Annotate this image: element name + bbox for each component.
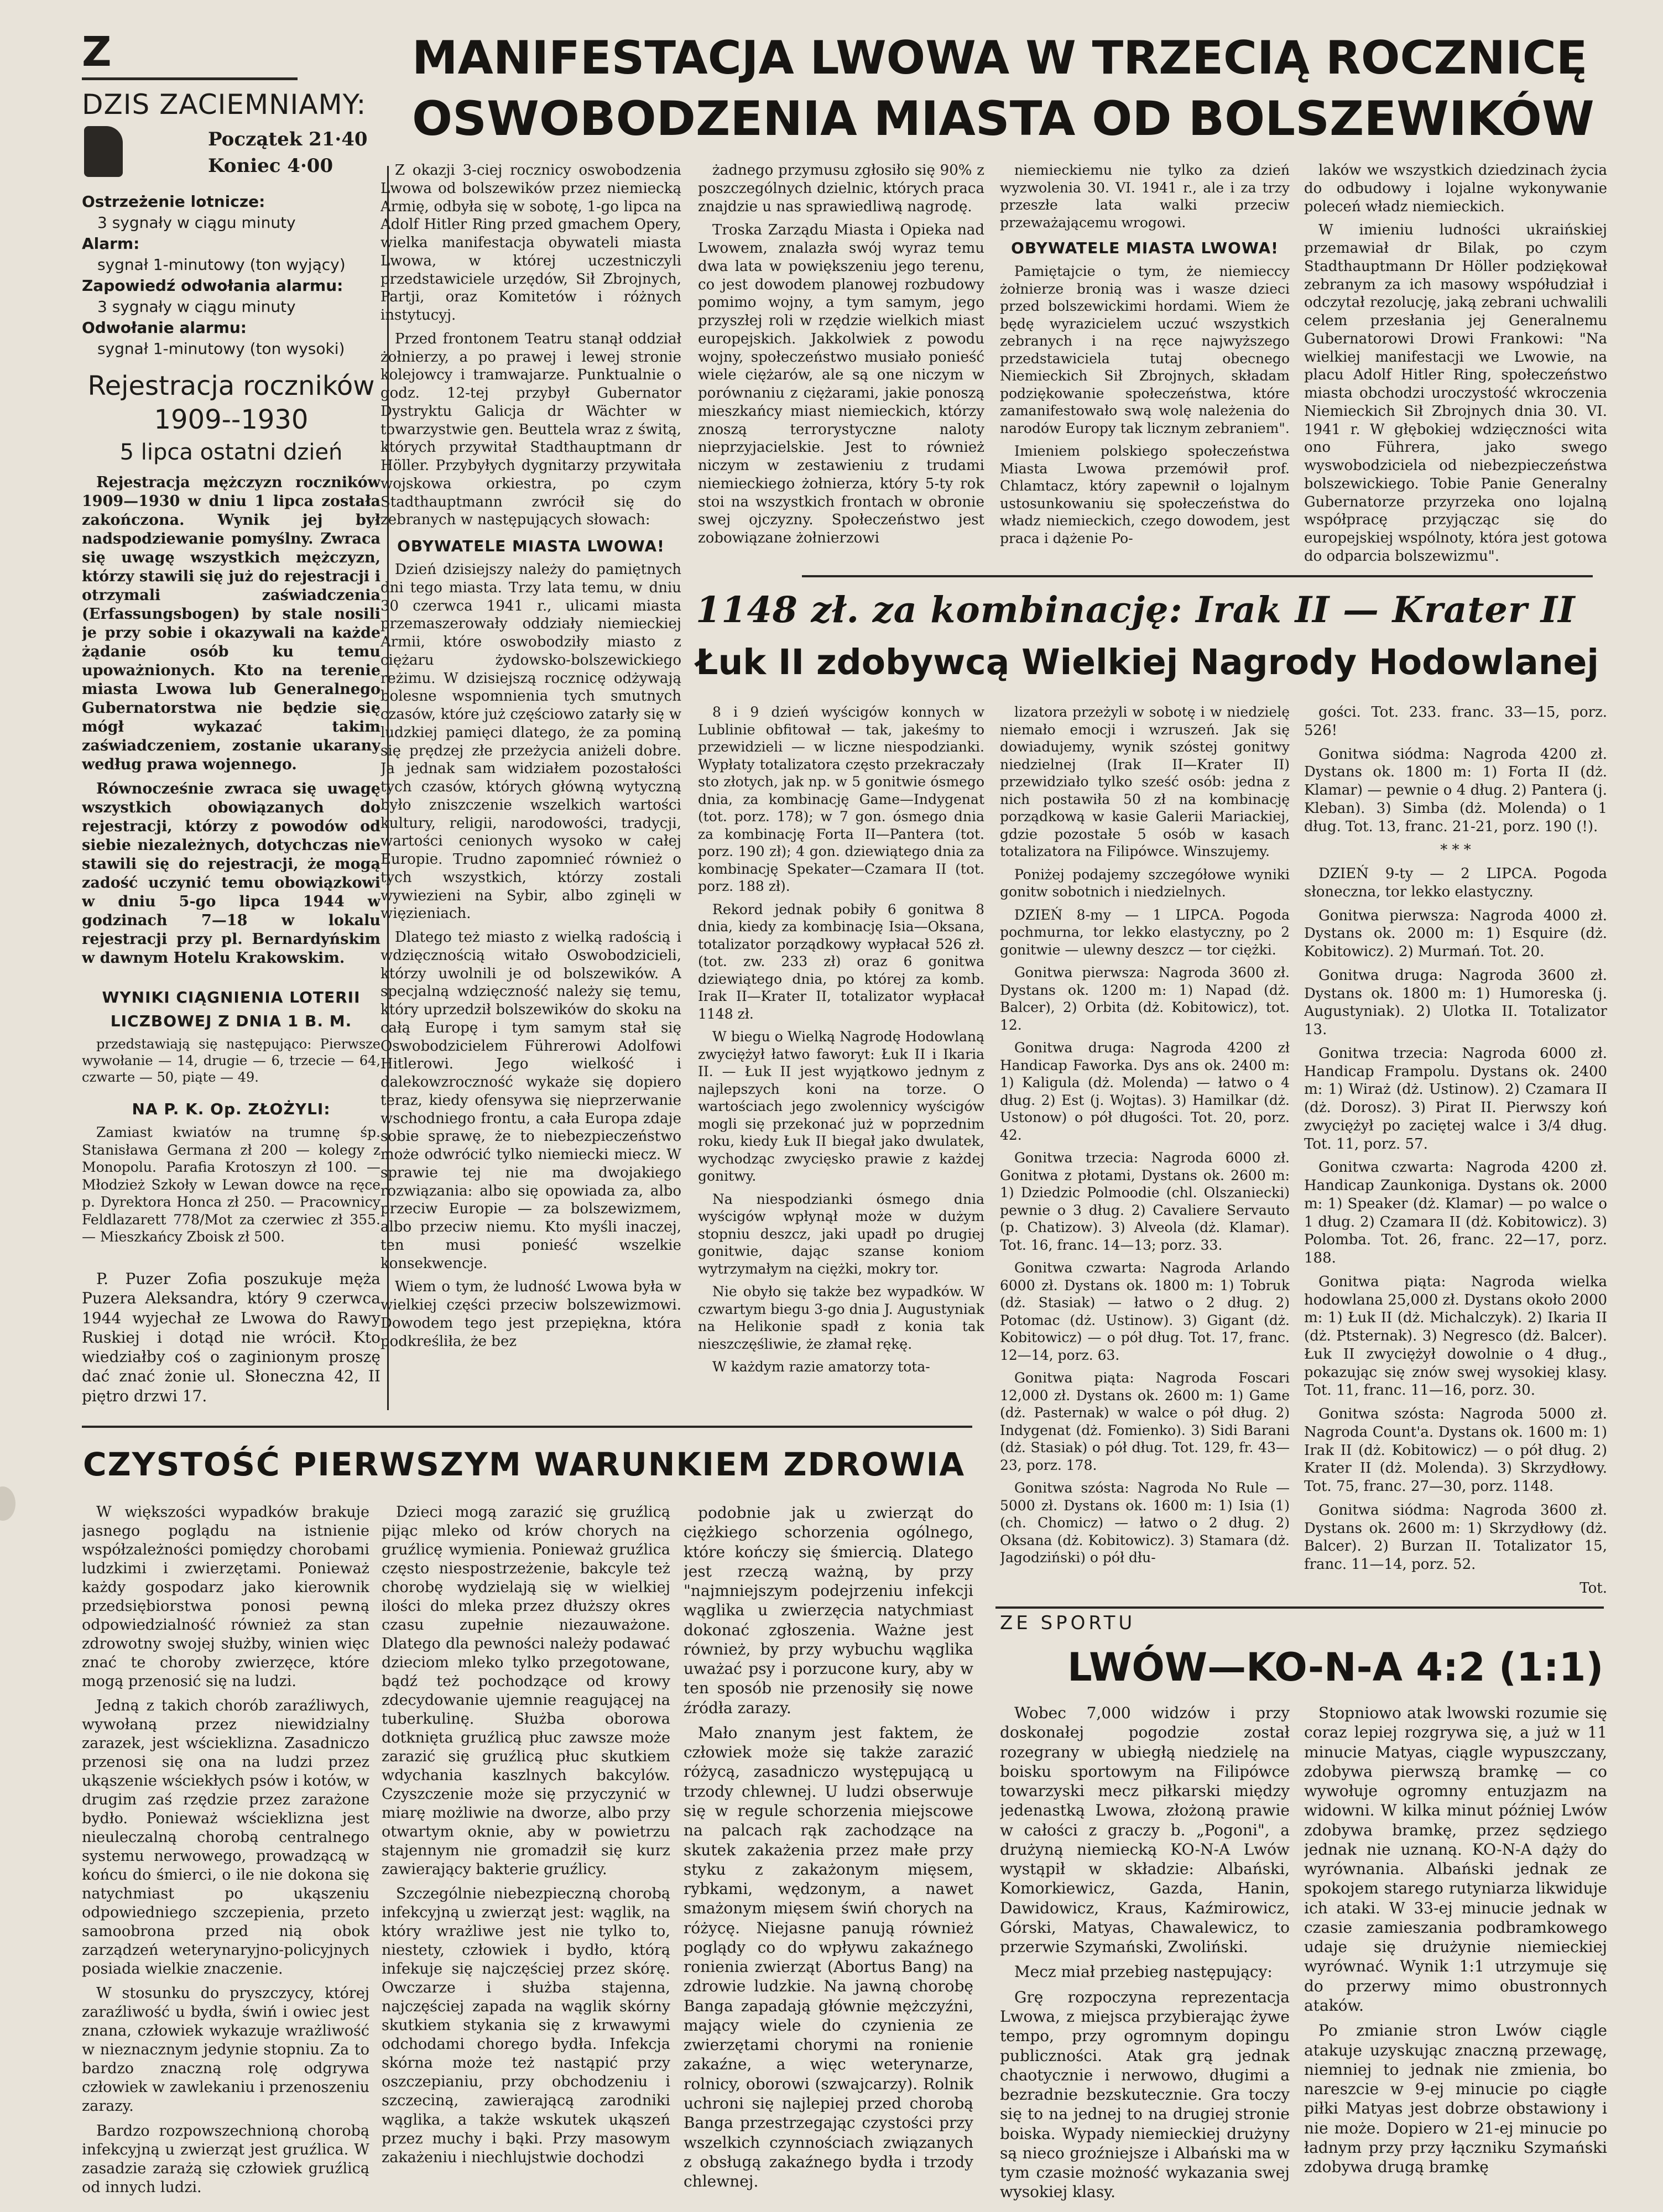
main-headline-line-2: OSWOBODZENIA MIASTA OD BOLSZEWIKÓW	[412, 91, 1594, 147]
main-headline-line-1: MANIFESTACJA LWOWA W TRZECIĄ ROCZNICĘ	[412, 31, 1588, 85]
race-col3-paragraph: * * *	[1440, 842, 1471, 859]
sport-col-2	[1304, 1703, 1607, 2206]
sport-col1-paragraph: Mecz miał przebieg następujący:	[1014, 1963, 1273, 1981]
race-col2-paragraph: Gonitwa piąta: Nagroda Foscari 12,000 zł. Dystans ok. 2600 m: 1) Game (dż. Pasternak) w walce o pół dług. 2) Indygenat (dż. Fomienko). 3) Sidi Barani (dż. Stasiak) o pół dług. Tot. 129, fr. 43—23, porz. 178.	[1000, 1370, 1290, 1473]
race-col1-paragraph: 8 i 9 dzień wyścigów konnych w Lublinie obfitował — tak, jakeśmy to przewidzieli — w liczne niespodzianki. Wypłaty totalizatora często przekraczały sto złotych, jak np. w 5 gonitwie ósmego dnia, za kombinację Game—Indygenat (tot. porz. 178); w 7 gon. ósmego dnia za kombinację Forta II—Pantera (tot. porz. 190 zł); 4 gon. dziewiątego dnia za kombinację Spekater—Czamara II (tot. porz. 188 zł).	[698, 704, 984, 894]
race-col3-paragraph: Gonitwa siódma: Nagroda 3600 zł. Dystans ok. 2600 m: 1) Skrzydłowy (dż. Balcer). 2) Burzan II. Totalizator 15, franc. 11—14, porz. 52.	[1304, 1501, 1607, 1573]
main-col1-p2: Przed frontonem Teatru stanął oddział żołnierzy, a po prawej i lewej stronie kolejowcy i tramwajarze. Punktualnie o godz. 12-tej przybył Gubernator Dystryktu Galicja dr Wächter w towarzystwie gen. Beuttela wraz z świtą, których przywitał Stadthauptmann dr Höller. Przybyłych dygnitarzy przywitała wojskowa orkiestra, po czym Stadthauptmann zwrócił się do zebranych w następujących słowach:	[380, 330, 681, 529]
race-col2-paragraph: Gonitwa druga: Nagroda 4200 zł Handicap Faworka. Dys ans ok. 2400 m: 1) Kaligula (dż. Molenda) — łatwo o 4 dług. 2) Est (j. Wojtas). 3) Hamilkar (dż. Ustonow) o pół długości. Tot. 20, porz. 42.	[1000, 1040, 1290, 1143]
main-col2-p1: żadnego przymusu zgłosiło się 90% z poszczególnych dzielnic, których praca znajdzie u nas sprawiedliwą nagrodę.	[698, 162, 984, 215]
health-col2-paragraph: Dzieci mogą zarazić się gruźlicą pijąc mleko od krów chorych na gruźlicę wymienia. Ponieważ gruźlica często niespostrzeżenie, bakcyle też chorobę wydzielają się w wielkiej ilości do mleka przez dłuższy okres czasu zupełnie niezauważone. Dlatego dla pewności należy podawać dzieciom mleko tylko przegotowane, bądź też pochodzące od krowy zdecydowanie ujemnie reagującej na tuberkulinę. Służba oborowa dotknięta gruźlicą płuc zawsze może zarazić się gruźlicą płuc skutkiem wdychania kaszlnych bakcylów. Czyszczenie może się przyczynić w miarę możliwie na dworze, albo przy otwartym oknie, aby w powietrzu stajennym nie gromadził się kurz zawierający bakterie gruźlicy.	[382, 1504, 670, 1879]
blackout-start: Początek 21·40	[208, 128, 368, 150]
sidebar-masthead	[82, 27, 303, 77]
alarm-line: Alarm:	[82, 234, 140, 253]
alarm-line: 3 sygnały w ciągu minuty	[97, 213, 296, 232]
race-col1-paragraph: Rekord jednak pobiły 6 gonitwa 8 dnia, kiedy za kombinację Isia—Oksana, totalizator porządkowy wypłacał 526 zł. (tot. zw. 233 zł) oraz 6 gonitwa dziewiątego dnia, po której za komb. Irak II—Krater II, totalizator wypłacał 1148 zł.	[698, 901, 984, 1022]
race-headline: Łuk II zdobywcą Wielkiej Nagrody Hodowlanej	[696, 642, 1599, 682]
race-col3-paragraph: Gonitwa druga: Nagroda 3600 zł. Dystans ok. 1800 m: 1) Humoreska (j. Augustyniak). 2) Ulotka II. Totalizator 13.	[1304, 967, 1607, 1038]
registration-body: Rejestracja mężczyzn roczników 1909—1930 w dniu 1 lipca została zakończona. Wynik jej był nadspodziewanie pomyślny. Zwraca się uwagę wszystkich mężczyzn, którzy stawili się już do rejestracji i otrzymali zaświadczenia (Erfassungsbogen) by stale nosili je przy sobie i okazywali na każde żądanie osób ku temu upoważnionych. Kto na terenie miasta Lwowa lub Generalnego Gubernatorstwa nie będzie się mógł wykazać takim zaświadczeniem, zostanie ukarany według prawa wojennego.	[82, 474, 380, 774]
main-col4-p1: laków we wszystkich dziedzinach życia do odbudowy i lojalne wykonywanie poleceń władz niemieckich.	[1304, 162, 1607, 215]
sport-col1-paragraph: Grę rozpoczyna reprezentacja Lwowa, z miejsca przybierając żywe tempo, przy ogromnym dopingu publiczności. Atak grą jednak chaotycznie i nerwowo, długimi a bezradnie bezskutecznie. Gra toczy się to na jednej to na drugiej stronie boiska. Wypady niemieckiej drużyny są nieco groźniejsze i Albański ma w tym czasie możność wykazania swej wysokiej klasy.	[1000, 1987, 1290, 2201]
main-col3-p1: niemieckiemu nie tylko za dzień wyzwolenia 30. VI. 1941 r., ale i za trzy przeszłe lata walki przeciw przeważającemu wrogowi.	[1000, 162, 1290, 231]
race-top-rule	[802, 575, 1593, 577]
missing-person-body: P. Puzer Zofia poszukuje męża Puzera Aleksandra, który 9 czerwca 1944 wyjechał ze Lwowa do Rawy Ruskiej i dotąd nie wrócił. Kto wiedziałby coś o zaginionym proszę dać znać żonie ul. Słoneczna 42, II piętro drzwi 17.	[82, 1270, 380, 1405]
lottery-body: przedstawiają się następująco: Pierwsze wywołanie — 14, drugie — 6, trzecie — 64, czwarte — 50, piąte — 49.	[82, 1036, 380, 1086]
race-col3-paragraph: Gonitwa siódma: Nagroda 4200 zł. Dystans ok. 1800 m: 1) Forta II (dż. Klamar) — pewnie o 4 dług. 2) Pantera (j. Kleban). 3) Simba (dż. Molenda) o 1 dług. Tot. 13, franc. 21-21, porz. 190 (!).	[1304, 745, 1607, 835]
main-story-col-2	[698, 161, 984, 582]
main-story-col-3	[1000, 161, 1290, 582]
lottery-results	[82, 980, 380, 1091]
sport-col-1	[1000, 1703, 1290, 2206]
masthead-rule	[82, 77, 298, 80]
registration-deadline: 5 lipca ostatni dzień	[119, 440, 343, 465]
sport-col2-paragraph: Po zmianie stron Lwów ciągle atakuje uzyskując znaczną przewagę, niemniej to jednak nie zmienia, bo nareszcie w 9-ej minucie po ciągłe piłki Matyas jest dobrze obstawiony i nie może. Dopiero w 21-ej minucie po ładnym przy przy łączniku Szymański zdobywa drugą bramkę	[1304, 2021, 1607, 2177]
health-col1-paragraph: W stosunku do pryszczycy, której zaraźliwość u bydła, świń i owiec jest znana, człowiek wykazuje wrażliwość w nieznacznym jedynie stopniu. Za to bardzo znaczną rolę odgrywa człowiek w zawlekaniu i przenoszeniu zarazy.	[82, 1985, 369, 2115]
registration-title: Rejestracja roczników	[87, 371, 375, 401]
health-headline: CZYSTOŚĆ PIERWSZYM WARUNKIEM ZDROWIA	[83, 1446, 966, 1483]
health-col2-paragraph: Szczególnie niebezpieczną chorobą infekcyjną u zwierząt jest: wąglik, na który wrażliwe jest nie tylko to, niestety, człowiek i bydło, którą infekuje się najczęściej przez skórę. Owczarze i służba stajenna, najczęściej zapada na wąglik skórny skutkiem stykania się z krwawymi odchodami chorego bydła. Infekcja skórna może też nastąpić przy oszczepianiu, przy obchodzeniu i szczeciną, zawierającą zarodniki wąglika, a także wskutek ukąszeń przez muchy i bąki. Przy masowym zakażeniu i niechlujstwie dochodzi	[382, 1885, 670, 2166]
race-col2-paragraph: Gonitwa trzecia: Nagroda 6000 zł. Gonitwa z płotami, Dystans ok. 2600 m: 1) Dziedzic Polmoodie (chl. Olszaniecki) pewnie o 3 dług. 2) Cavaliere Servauto (p. Chatizow). 3) Alveola (dż. Klamar). Tot. 16, franc. 14—13; porz. 33.	[1000, 1150, 1290, 1253]
main-col1-p1: Z okazji 3-ciej rocznicy oswobodzenia Lwowa od bolszewików przez niemiecką Armię, odbyła się w sobotę, 1-go lipca na Adolf Hitler Ring przed gmachem Opery, wielka manifestacja obywateli miasta Lwowa, w której uczestniczyli przedstawiciele urzędów, Sił Zbrojnych, Partji, oraz Komitetów i różnych instytucyj.	[380, 162, 681, 324]
blackout-title: DZIS ZACIEMNIAMY:	[82, 88, 367, 121]
health-col-1	[82, 1503, 369, 2205]
health-col-2	[382, 1503, 670, 2205]
registration-years: 1909--1930	[154, 404, 309, 435]
registration-notice	[82, 369, 380, 980]
main-col3-subhead: OBYWATELE MIASTA LWOWA!	[1011, 239, 1279, 257]
race-col3-paragraph: Gonitwa piąta: Nagroda wielka hodowlana 25,000 zł. Dystans około 2000 m: 1) Łuk II (dż. Michalczyk). 2) Ikaria II (dż. Ptsternak). 3) Negresco (dż. Balcer). Łuk II zwyciężył dowolnie o 4 dług., pokazując się znów swej wysokiej klasy. Tot. 11, franc. 11—16, porz. 30.	[1304, 1273, 1607, 1399]
donations-body: Zamiast kwiatów na trumnę śp. Stanisława Germana zł 200 — kolegy z Monopolu. Parafia Krotoszyn zł 100. — Młodzież Szkoły w Lewan dowce na ręce p. Dyrektora Honca zł 250. — Pracownicy Feldlazarett 778/Mot za czerwiec zł 355. — Mieszkańcy Zboisk zł 500.	[82, 1124, 380, 1245]
race-col2-paragraph: DZIEŃ 8-my — 1 LIPCA. Pogoda pochmurna, tor lekko elastyczny, po 2 gonitwie — ulewny deszcz — tor ciężki.	[1000, 906, 1290, 958]
sport-headline: LWÓW—KO-N-A 4:2 (1:1)	[1067, 1645, 1604, 1690]
donations	[82, 1092, 380, 1269]
race-col2-paragraph: Gonitwa szósta: Nagroda No Rule — 5000 zł. Dystans ok. 1600 m: 1) Isia (1) (ch. Chomicz) — łatwo o 2 dług. 2) Oksana (dż. Kobitowicz). 3) Stamara (dż. Jagodziński) o pół dłu-	[1000, 1480, 1290, 1566]
race-col3-paragraph: Gonitwa czwarta: Nagroda 4200 zł. Handicap Zaunkoniga. Dystans ok. 2000 m: 1) Speaker (dż. Klamar) — po walce o 1 dług. 2) Czamara II (dż. Kobitowicz). 3) Polomba. Tot. 26, franc. 22—17, porz. 188.	[1304, 1159, 1607, 1266]
missing-person-notice	[82, 1269, 380, 1410]
race-col1-paragraph: Nie obyło się także bez wypadków. W czwartym biegu 3-go dnia J. Augustyniak na Helikonie spadł z konia tak nieszczęśliwie, że złamał rękę.	[698, 1284, 984, 1352]
lottery-title: WYNIKI CIĄGNIENIA LOTERII	[102, 988, 361, 1006]
race-col2-paragraph: Gonitwa czwarta: Nagroda Arlando 6000 zł. Dystans ok. 1800 m: 1) Tobruk (dż. Stasiak) — łatwo o 2 dług. 2) Potomac (dż. Ustinow). 3) Gigant (dż. Kobitowicz) — o pół dług. Tot. 17, franc. 12—14, porz. 63.	[1000, 1260, 1290, 1363]
sport-section-label: ZE SPORTU	[1000, 1612, 1136, 1634]
punch-hole	[0, 1486, 15, 1521]
main-col1-p3: Dzień dzisiejszy należy do pamiętnych dni tego miasta. Trzy lata temu, w dniu 30 czerwca 1941 r., ulicami miasta przemaszerowały oddziały niemieckiej Armii, które oswobodziły miasto z ciężaru żydowsko-bolszewickiego reżimu. W dzisiejszą rocznicę odżywają bolesne wspomnienia tych smutnych czasów, które już częściowo zatarły się w ludzkiej pamięci dlatego, że za pominą się prędzej złe przeżycia aniżeli dobre. Ja jednak sam widziałem pozostałości tych czasów, których główną wytyczną było zniszczenie wszelkich wartości kultury, religii, narodowości, tradycji, wartości cenionych wysoko w całej Europie. Trudno zapomnieć również o tych wszystkich, którzy zostali wywiezieni na Sybir, albo zginęli w więzieniach.	[380, 561, 681, 922]
race-col-2	[1000, 703, 1290, 1605]
alarm-line: sygnał 1-minutowy (ton wyjący)	[97, 255, 346, 274]
blackout-end: Koniec 4·00	[208, 155, 333, 177]
health-col-3	[684, 1503, 973, 2205]
alarm-line: Odwołanie alarmu:	[82, 319, 247, 337]
main-col1-subhead: OBYWATELE MIASTA LWOWA!	[397, 537, 665, 555]
health-top-rule	[82, 1426, 972, 1428]
race-col3-paragraph: DZIEŃ 9-ty — 2 LIPCA. Pogoda słoneczna, tor lekko elastyczny.	[1304, 865, 1607, 900]
main-col3-p2: Pamiętajcie o tym, że niemieccy żołnierze bronią was i wasze dzieci przed bolszewickimi hordami. Wiem że będę wyrazicielem uczuć wszystkich zebranych i na ręce najwyższego przedstawiciela tutaj obecnego Niemieckich Sił Zbrojnych, składam podziękowanie społeczeństwa, które zamanifestowało swą wolę należenia do narodów Europy tak licznym zebraniem".	[1000, 263, 1290, 436]
race-col1-paragraph: Na niespodzianki ósmego dnia wyścigów wpłynął może w dużym stopniu deszcz, jaki upadł po drugiej gonitwie, dając szanse koniom wytrzymałym na ciężki, mokry tor.	[698, 1191, 984, 1277]
sport-col2-paragraph: Stopniowo atak lwowski rozumie się coraz lepiej rozgrywa się, a już w 11 minucie Matyas, ciągle wypuszczany, zdobywa pierwszą bramkę — co wywołuje ogromny entuzjazm na widowni. W kilka minut później Lwów zdobywa bramkę, przez sędziego jednak nie uznaną. KO-N-A dąży do wyrównania. Albański jednak ze spokojem starego rutyniarza likwiduje ich ataki. W 33-ej minucie jednak w czasie zamieszania podbramkowego udaje się drużynie niemieckiej wyrównać. Wynik 1:1 utrzymuje się do przerwy mimo obustronnych ataków.	[1304, 1704, 1607, 2015]
lottery-subtitle: LICZBOWEJ Z DNIA 1 B. M.	[110, 1012, 352, 1030]
race-col3-paragraph: gości. Tot. 233. franc. 33—15, porz. 526!	[1304, 704, 1607, 739]
alarm-line: sygnał 1-minutowy (ton wysoki)	[97, 340, 345, 358]
race-kicker: 1148 zł. za kombinację: Irak II — Krater II	[696, 589, 1576, 631]
health-col1-paragraph: Jedną z takich chorób zaraźliwych, wywołaną przez niewidzialny zarazek, jest wścieklizna. Zasadniczo przenosi się ona na ludzi przez ukąszenie wściekłych psów i kotów, w drugim zaś rzędzie przez zarażone bydło. Ponieważ wścieklizna jest nieuleczalną chorobą centralnego systemu nerwowego, prowadzącą w końcu do śmierci, o ile nie dokona się natychmiast po ukąszeniu odpowiedniego szczepienia, przeto samoobrona przed nią obok zarządzeń weterynaryjno-policyjnych posiada wielkie znaczenie.	[82, 1697, 369, 1978]
race-col1-paragraph: W każdym razie amatorzy tota-	[712, 1359, 930, 1375]
registration-body-2: Równocześnie zwraca się uwagę wszystkich obowiązanych do rejestracji, którzy z powodów od siebie niezależnych, dotychczas nie stawili się do rejestracji, że mogą zadość uczynić temu obowiązkowi w dniu 5-go lipca 1944 w godzinach 7—18 w lokalu rejestracji przy pl. Bernardyńskim w dawnym Hotelu Krakowskim.	[82, 780, 380, 967]
main-story-col-1	[380, 161, 681, 1406]
alarm-instructions	[82, 191, 380, 359]
health-col3-paragraph: podobnie jak u zwierząt do ciężkiego schorzenia ogólnego, które kończy się śmiercią. Dlatego jest rzeczą ważną, by przy "najmniejszym podejrzeniu infekcji wąglika u zwierzęcia natychmiast dokonać zgłoszenia. Ważne jest również, by przy wybuchu wąglika uważać psy i porzucone kury, aby w ten sposób nie przenosiły się nowe źródła zarazy.	[684, 1504, 973, 1717]
race-col-1	[698, 703, 984, 1450]
main-col2-p2: Troska Zarządu Miasta i Opieka nad Lwowem, znalazła swój wyraz temu dwa lata w powiększeniu jego terenu, co jest dowodem planowej rozbudowy pomimo wojny, a tym samym, jego przyszłej roli w rzędzie wielkich miast europejskich. Jakkolwiek z powodu wojny, społeczeństwo musiało ponieść wiele ciężarów, ale są one niczym w porównaniu z ciężarami, jakie ponoszą mieszkańcy miast niemieckich, którzy znoszą terrorystyczne naloty nieprzyjacielskie. Jest to również niczym w zestawieniu z trudami niemieckiego żołnierza, który 5-ty rok stoi na wszystkich frontach w obronie swej ojczyzny. Społeczeństwo jest zobowiązane żołnierzowi	[698, 222, 984, 546]
race-col-3	[1304, 703, 1607, 1605]
race-col2-paragraph: lizatora przeżyli w sobotę i w niedzielę niemało emocji i wzruszeń. Jak się dowiadujemy, wynik szóstej gonitwy niedzielnej (Irak II—Krater II) przewidziało tylko sześć osób: jedna z nich postawiła 50 zł na kombinację porządkową w kasie Galerii Mariackiej, gdzie pozostałe 5 osób w kasach totalizatora na Filipówce. Winszujemy.	[1000, 704, 1290, 859]
race-col1-paragraph: W biegu o Wielką Nagrodę Hodowlaną zwyciężył łatwo faworyt: Łuk II i Ikaria II. — Łuk II jest wyjątkowo jednym z najlepszych koni na torze. O wartościach jego zwolennicy wyścigów mogli się przekonać już w poprzednim roku, kiedy Łuk II biegał jako dwulatek, wychodząc zwycięsko prawie z każdej gonitwy.	[698, 1029, 984, 1184]
sport-col1-paragraph: Wobec 7,000 widzów i przy doskonałej pogodzie został rozegrany w ubiegłą niedzielę na boisku sportowym na Filipówce towarzyski mecz piłkarski między jedenastką Lwowa, złożoną prawie w całości z graczy b. „Pogoni", a drużyną niemiecką KO-N-A Lwów wystąpił w składzie: Albański, Komorkiewicz, Gazda, Hanin, Dawidowicz, Kraus, Kaźmirowicz, Górski, Matyas, Chawalewicz, to przerwie Szymański, Zwoliński.	[1000, 1704, 1290, 1957]
health-col1-paragraph: W większości wypadków brakuje jasnego poglądu na istnienie współzależności pomiędzy chorobami ludzkimi i zwierzętami. Ponieważ każdy gospodarz jako kierownik przedsiębiorstwa ponosi pewną odpowiedzialność również za stan zdrowotny swojej służby, winien więc znać te choroby zwierzęce, które mogą przenosić się na ludzi.	[82, 1504, 369, 1691]
main-col3-p3: Imieniem polskiego społeczeństwa Miasta Lwowa przemówił prof. Chlamtacz, który zapewnił o lojalnym ustosunkowaniu się społeczeństwa do władz niemieckich, czego dowodem, jest praca i dążenie Po-	[1000, 443, 1290, 546]
alarm-line: Ostrzeżenie lotnicze:	[82, 192, 265, 211]
alarm-line: Zapowiedź odwołania alarmu:	[82, 276, 343, 295]
main-story-col-4	[1304, 161, 1607, 582]
blackout-logo	[84, 126, 123, 177]
donations-title: NA P. K. Op. ZŁOŻYLI:	[132, 1100, 331, 1118]
health-col1-paragraph: Bardzo rozpowszechnioną chorobą infekcyjną u zwierząt jest gruźlica. W zasadzie zarażą się człowiek gruźlicą od innych ludzi.	[82, 2122, 369, 2196]
race-col3-paragraph: Tot.	[1579, 1579, 1607, 1597]
health-col3-paragraph: Mało znanym jest faktem, że człowiek może się także zarazić różycą, zasadniczo występującą u trzody chlewnej. U ludzi obserwuje się w regule schorzenia miejscowe na palcach rąk zachodzące na skutek zakażenia przez małe przy styku z zakażonym mięsem, rybkami, wędzonym, a nawet smażonym mięsem świń chorych na różycę. Niejasne panują również poglądy co do wpływu zakaźnego ronienia zwierząt (Abortus Bang) na zdrowie ludzkie. Na jawną chorobę Banga zapadają głównie mężczyźni, mający wiele do czynienia ze zwierzętami chorymi na ronienie zakaźne, a więc weterynarze, rolnicy, oborowi (szwajcarzy). Rolnik uchroni się najlepiej przed chorobą Banga przestrzegając czystości przy wszelkich czynnościach związanych z obsługą zakaźnego bydła i trzody chlewnej.	[684, 1723, 973, 2191]
race-col3-paragraph: Gonitwa pierwsza: Nagroda 4000 zł. Dystans ok. 2000 m: 1) Esquire (dż. Kobitowicz). 2) Murmań. Tot. 20.	[1304, 907, 1607, 960]
sport-top-rule	[995, 1606, 1604, 1609]
main-col1-p5: Wiem o tym, że ludność Lwowa była w wielkiej części przeciw bolszewizmowi. Dowodem tego jest przepiękna, która podkreśliła, że bez	[380, 1279, 681, 1350]
race-col2-paragraph: Poniżej podajemy szczegółowe wyniki gonitw sobotnich i niedzielnych.	[1000, 866, 1290, 900]
blackout-box	[82, 87, 380, 369]
masthead-title: Z	[82, 28, 123, 76]
race-col3-paragraph: Gonitwa trzecia: Nagroda 6000 zł. Handicap Frampolu. Dystans ok. 2400 m: 1) Wiraż (dż. Ustinow). 2) Czamara II (dż. Dorosz). 3) Pirat II. Pierwszy koń zwyciężył po zaciętej walce i 3/4 dług. Tot. 11, porz. 57.	[1304, 1045, 1607, 1152]
main-col1-p4: Dlatego też miasto z wielką radością i wdzięcznością witało Oswobodzicieli, którzy uwolnili je od bolszewików. A specjalną wdzięczność należy się temu, który uprzedził bolszewików do skoku na całą Europę i tym samym stał się Oswobodzicielem Führerowi Adolfowi Hitlerowi. Jego wielkość i dalekowzroczność wykaże się dopiero teraz, kiedy ofensywa się nieprzerwanie wschodniego frontu, a cała Europa zdaje sobie sprawę, że to niebezpieczeństwo może odwrócić tylko niemiecki miecz. W sprawie tej nie ma dwojakiego rozwiązania: albo się opowiada za, albo przeciw Europie — za bolszewizmem, albo przeciw niemu. Kto myśli inaczej, ten musi ponieść wszelkie konsekwencje.	[380, 929, 681, 1272]
main-col4-p2: W imieniu ludności ukraińskiej przemawiał dr Bilak, po czym Stadthauptmann Dr Höller podziękował zebranym za ich masowy współudział i odczytał rezolucję, jaką zebrani uchwalili celem przesłania jej Generalnemu Gubernatorowi Drowi Frankowi: "Na wielkiej manifestacji we Lwowie, na placu Adolf Hitler Ring, społeczeństwo miasta obchodzi uroczystość wkroczenia Niemieckich Sił Zbrojnych dnia 30. VI. 1941 r. W głębokiej wdzięczności wita ono Führera, jako swego wyswobodziciela od niebezpieczeństwa bolszewickiego. Tobie Panie Generalny Gubernatorze przyrzeka ono lojalną współpracę przyjącząc się do europejskiej wspólnoty, która jest gotowa do odparcia bolszewizmu".	[1304, 222, 1607, 565]
race-col2-paragraph: Gonitwa pierwsza: Nagroda 3600 zł. Dystans ok. 1200 m: 1) Napad (dż. Balcer), 2) Orbita (dż. Kobitowicz), tot. 12.	[1000, 964, 1290, 1033]
race-col3-paragraph: Gonitwa szósta: Nagroda 5000 zł. Nagroda Count'a. Dystans ok. 1600 m: 1) Irak II (dż. Kobitowicz) — o pół dług. 2) Krater II (dż. Molenda). 3) Skrzydłowy. Tot. 75, franc. 27—30, porz. 1148.	[1304, 1406, 1607, 1495]
alarm-line: 3 sygnały w ciągu minuty	[97, 298, 296, 316]
